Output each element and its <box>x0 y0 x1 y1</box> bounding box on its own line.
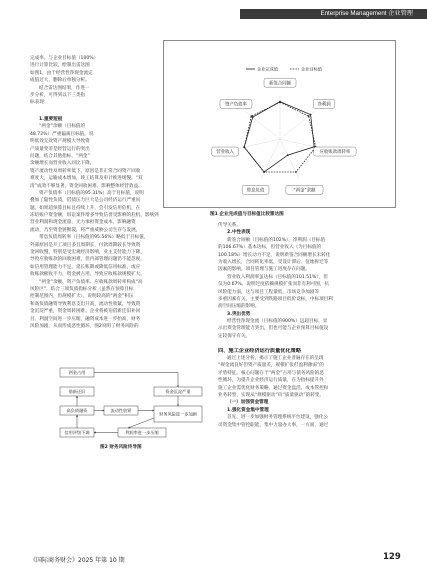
text-line: 题。如果超预算目标且持续上升，会引发信用危机，在 <box>30 205 141 211</box>
text-line: 余额增长而营业收入同比下降， <box>30 161 95 167</box>
radar-point <box>310 114 312 116</box>
text-line: 步分析，可得到以下三类指 <box>30 92 86 98</box>
radar-series-1 <box>244 102 314 172</box>
text-line: “两金”余额、资产负债率、应收账款周转率构成“高 <box>39 279 143 285</box>
flow-box-label: 流动性收紧 <box>110 408 132 414</box>
text-line: 的106.67%）基本达标，但营业收入（为目标值的 <box>218 245 322 251</box>
text-line: 标表现： <box>30 100 49 106</box>
radar-category-label: 带息负债 <box>246 188 265 194</box>
flow-box-label: 信用评级下调 <box>64 430 90 436</box>
journal-footer: 《国际商务财会》2025 年第 10 期 <box>30 557 125 564</box>
text-line: 多重因素有关，主要受到铁路项目低价竞标，中标项目利 <box>218 296 333 302</box>
text-line: 风险区”，结合三项负债指标分析（虽然在预算目标 <box>30 286 134 292</box>
risk-flow-diagram <box>58 365 206 440</box>
text-line: 金沉淀严重，资金周转困难。企业将被迫借新还旧补回 <box>30 309 141 315</box>
radar-category-label: 应收账款周转率 <box>319 150 351 156</box>
text-line: 3.突出优势 <box>227 311 251 317</box>
left-body-text <box>30 116 200 330</box>
text-line: 冻结账户资金额，诉讼案件增多导致信誉受影响的危机，影响到 <box>30 213 159 219</box>
text-line: 明低效无效资产规模大导致资 <box>30 139 90 145</box>
text-line: 导致应收账款的回收困难，但内部管理问题仍不能忽视， <box>30 257 145 263</box>
radar-point <box>295 171 297 173</box>
radar-category-label: “两金”余额 <box>293 188 316 194</box>
text-line: “两金”余额（目标值的 <box>39 124 86 130</box>
flow-box-label: 利润率进一步压缩 <box>125 430 159 436</box>
radar-point <box>287 154 289 156</box>
text-line: 48.72%）严重偏离目标值，说 <box>30 131 94 137</box>
text-line: 营业收入利润率虽达标（目标值的101.51%），但 <box>227 274 328 280</box>
text-line: 1.重要短板 <box>39 117 63 122</box>
radar-point <box>250 115 252 117</box>
page-number: 129 <box>383 552 401 562</box>
text-line: 传导关系。 <box>218 223 241 228</box>
text-line: 金回收慢，特别是受宏观经济影响，业主支付能力下降， <box>30 250 145 256</box>
text-line: 如信用管理能力不足，延长账期或降低信用标准，或应 <box>30 264 141 270</box>
text-line: 结合雷达图结果，作进一 <box>39 85 90 91</box>
text-line: 因素的影响，项目管理与施工进度存在问题。 <box>218 267 310 273</box>
text-line: 如图1，由于经营性净现金流完 <box>30 70 93 76</box>
text-line: “规金流良好但资产质量差，规模扩张但盈利薄弱”的 <box>218 363 324 369</box>
figure2-caption: 图2 财务风险传导图 <box>100 445 142 450</box>
text-line: 资产负债率（目标值的95.31%）高于目标值，说明 <box>39 190 144 196</box>
text-line: 问题，结合其他指标，“两金” <box>30 153 90 159</box>
radar-category-label: 净利润 <box>317 102 331 108</box>
radar-point <box>263 171 265 173</box>
flow-box-label: 财务风险进一步加剧 <box>159 411 197 417</box>
text-line: 目，利润空间进一步压缩，融资成本进一步抬高，财务 <box>30 316 141 322</box>
flow-arrow <box>94 373 178 388</box>
text-line: 100.18%）增长动力不足，说明新签合同额增长未转化 <box>218 252 331 258</box>
text-line: 资产流动性及周转率低下，原因是非正常合同资产回收 <box>30 168 141 174</box>
radar-point <box>279 101 281 103</box>
text-line: 示出资金管理能力突出，但也可能与企业预算目标值设 <box>218 326 329 332</box>
text-line: 叠加了隐性负债，借债压力巨大是公司经济运行严重问 <box>30 198 141 204</box>
figure1-caption: 图1 企业完成值与目标值比较雷达图 <box>210 212 284 217</box>
right-body-text <box>218 222 398 429</box>
text-line: 润空间压缩的影响。 <box>218 304 260 310</box>
text-line: 定较保守有关。 <box>218 333 251 339</box>
text-line <box>218 340 398 347</box>
text-line: （一）加强资金管理 <box>227 400 269 406</box>
risk-flow-figure <box>58 365 206 440</box>
flow-box-label: 资金沉淀严重 <box>165 389 191 395</box>
text-line: 经营性净现金流（目标值的900%）远超目标，显 <box>227 319 328 325</box>
radar-category-label: 新签合同额 <box>269 81 291 87</box>
text-line: 进行计算比较，绘制出雷达图 <box>30 63 90 69</box>
text-line: 营业利润和现金流量，无力承担资金成本，影响融资 <box>30 220 136 226</box>
text-line: 2.中性表现 <box>227 230 251 236</box>
text-line: 难度大，运输成本增加，竣工结算及审计推进缓慢，“双 <box>30 176 143 182</box>
legend-label: 企业目标值 <box>301 66 322 72</box>
text-line: 带息负债周转率（目标值的95.56%）略低于目标值， <box>39 235 149 241</box>
text-line: 和高负债融资导致利息支出升高，流动性收紧，导致资 <box>30 301 141 307</box>
legend-label: 企业完成值 <box>257 66 278 72</box>
text-line: 流动，乃至资金链断裂，将严重威胁公司生存与发展。 <box>30 227 141 233</box>
text-line: 性循环，为提升企业经济运行质量，在为指标提升外 <box>218 378 324 384</box>
text-line: 外部原因是开工项目多且周期长，付款周期较长导致资 <box>30 242 141 248</box>
flow-box-label: 高负债融资 <box>66 408 88 414</box>
text-line: 业务转型，实现从“规模驱动”向“质量驱动”的转变。 <box>218 392 324 398</box>
text-line: 产质量变差是经营运行的突出 <box>30 146 90 152</box>
text-line: 风险加剧，从而形成恶性循环，图2说明了财务风险的 <box>30 323 139 329</box>
text-line: 通过上述分析，揭示了施工企业普遍存在的呈现 <box>227 356 324 362</box>
flow-box-label: 借新还旧 <box>68 389 86 395</box>
section-banner: Enterprise Management 企业管理 <box>240 9 427 19</box>
text-line: 司资金集中管控职能，集中力量办大事，一方面，通过 <box>218 422 329 428</box>
flow-box-label: 两金占用 <box>68 370 86 376</box>
text-line: 首先，进一步加强财务管理系统平台建设，强化公 <box>227 415 329 421</box>
text-line: 风险能力弱，这与项目工程量低，市场竞争加剧等 <box>218 289 320 295</box>
text-line: 矛盾特征。核心问题在于“两金”占用与债务风险的恶 <box>218 370 324 376</box>
text-line: 收账款催收不力，资金被占用，导致应收账款规模扩大。 <box>30 272 145 278</box>
radar-category-label: 营业收入 <box>216 150 234 156</box>
text-line: 四、施工企业经济运行质量优化策略 <box>218 347 302 354</box>
text-line: 清”成效不够显著，资金回收困难，影响整体经营效益。 <box>30 183 143 189</box>
radar-category-label: 资产负债率 <box>224 102 247 108</box>
text-line: 成值过大，删除后单独分析。 <box>30 78 90 84</box>
radar-point <box>308 115 310 117</box>
radar-point <box>243 146 245 148</box>
text-line: 完成率。与企业目标值（100%） <box>30 56 99 61</box>
text-line: 仅为0.67%，说明过度依赖规模扩张而非有利可图，抗 <box>218 282 330 288</box>
text-line: 控制范围内，但规模扩大），说明较高的“两金”积压 <box>30 294 134 300</box>
text-line: 施工企业需优化财务策略，通过资金盘活、成本管控和 <box>218 385 329 391</box>
text-line: 新签合同额（目标值的102%）、净利润（目标值 <box>227 237 326 243</box>
text-line: 1.强化资金集中管理 <box>227 407 269 413</box>
flow-arrow <box>128 418 154 428</box>
text-line: 为收入增长，合同转化率低，受设计滞后、征地拆迁等 <box>218 259 329 265</box>
